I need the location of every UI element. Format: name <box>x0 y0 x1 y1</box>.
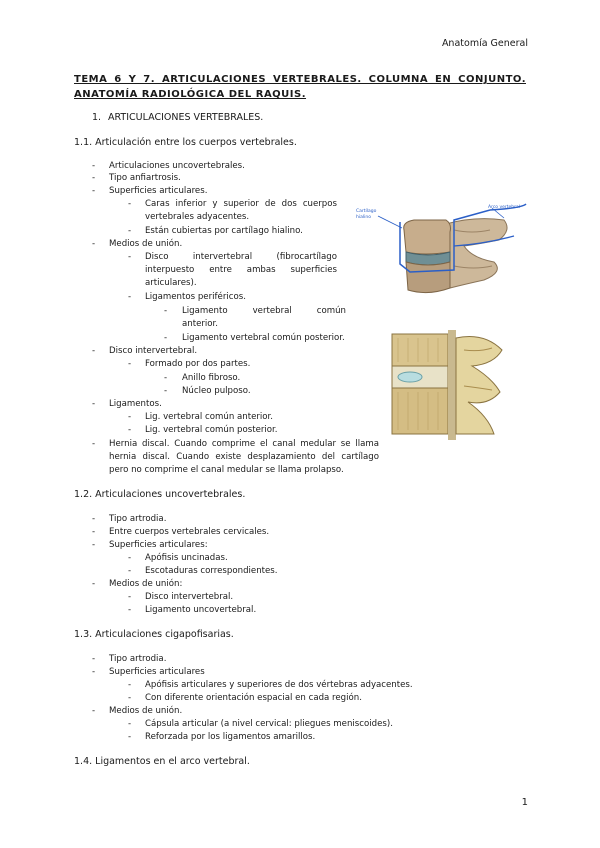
bullet-dash: - <box>92 579 96 589</box>
list-item: Tipo anfiartrosis. <box>109 173 181 183</box>
subsection-heading-1-3: 1.3. Articulaciones cigapofisarias. <box>74 629 234 640</box>
list-item-continued: interpuesto entre ambas superficies <box>145 265 337 275</box>
bullet-dash: - <box>128 693 132 703</box>
page-title <box>74 72 526 102</box>
list-item: Ligamentos periféricos. <box>145 292 246 302</box>
bullet-dash: - <box>128 680 132 690</box>
list-item: Caras inferior y superior de dos cuerpos <box>145 199 337 209</box>
list-item: Hernia discal. Cuando comprime el canal medular se llama <box>109 439 379 449</box>
list-item: Están cubiertas por cartílago hialino. <box>145 226 303 236</box>
bullet-dash: - <box>128 553 132 563</box>
bullet-dash: - <box>92 514 96 524</box>
list-item: Ligamento vertebral común <box>182 306 346 316</box>
list-item: Medios de unión. <box>109 239 183 249</box>
list-item: Formado por dos partes. <box>145 359 251 369</box>
bullet-dash: - <box>92 239 96 249</box>
bullet-dash: - <box>128 199 132 209</box>
bullet-dash: - <box>92 346 96 356</box>
subsection-heading-1-2: 1.2. Articulaciones uncovertebrales. <box>74 489 246 500</box>
running-header: Anatomía General <box>441 38 528 49</box>
list-item: Disco intervertebral. <box>109 346 198 356</box>
list-item-continued: hernia discal. Cuando existe desplazamiento del cartílago <box>109 452 379 462</box>
bullet-dash: - <box>92 439 96 449</box>
list-item: Ligamento uncovertebral. <box>145 605 257 615</box>
page-number: 1 <box>521 797 528 808</box>
list-item: Anillo fibroso. <box>182 373 241 383</box>
intervertebral-disc-figure <box>384 330 510 440</box>
bullet-dash: - <box>128 359 132 369</box>
list-item: Superficies articulares <box>109 667 205 677</box>
bullet-dash: - <box>128 412 132 422</box>
list-item-continued: articulares). <box>145 278 197 288</box>
list-item: Apófisis uncinadas. <box>145 553 228 563</box>
list-item: Tipo artrodia. <box>109 654 167 664</box>
figure-label-hyaline: hialino <box>356 215 371 220</box>
list-item-continued: vertebrales adyacentes. <box>145 212 250 222</box>
section-heading: ARTICULACIONES VERTEBRALES. <box>108 112 264 123</box>
bullet-dash: - <box>128 226 132 236</box>
list-item: Disco intervertebral (fibrocartílago <box>145 252 337 262</box>
bullet-dash: - <box>128 425 132 435</box>
bullet-dash: - <box>128 252 132 262</box>
list-item: Ligamentos. <box>109 399 162 409</box>
bullet-dash: - <box>164 333 168 343</box>
bullet-dash: - <box>128 566 132 576</box>
list-item: Lig. vertebral común posterior. <box>145 425 278 435</box>
bullet-dash: - <box>164 386 168 396</box>
list-item: Escotaduras correspondientes. <box>145 566 278 576</box>
bullet-dash: - <box>92 654 96 664</box>
bullet-dash: - <box>128 292 132 302</box>
subsection-heading-1-1: 1.1. Articulación entre los cuerpos vertebrales. <box>74 137 297 148</box>
bullet-dash: - <box>92 540 96 550</box>
list-item: Articulaciones uncovertebrales. <box>109 161 245 171</box>
bullet-dash: - <box>164 373 168 383</box>
figure-label-cartilage: Cartílago <box>356 209 377 214</box>
section-number: 1. <box>92 112 102 123</box>
list-item: Reforzada por los ligamentos amarillos. <box>145 732 316 742</box>
list-item: Disco intervertebral. <box>145 592 234 602</box>
list-item: Apófisis articulares y superiores de dos vértebras adyacentes. <box>145 680 413 690</box>
list-item: Superficies articulares. <box>109 186 208 196</box>
list-item: Con diferente orientación espacial en cada región. <box>145 693 362 703</box>
bullet-dash: - <box>92 161 96 171</box>
list-item: Medios de unión: <box>109 579 183 589</box>
bullet-dash: - <box>92 186 96 196</box>
bullet-dash: - <box>92 173 96 183</box>
bullet-dash: - <box>164 306 168 316</box>
list-item-continued: anterior. <box>182 319 219 329</box>
bullet-dash: - <box>128 605 132 615</box>
bullet-dash: - <box>128 592 132 602</box>
list-item: Núcleo pulposo. <box>182 386 251 396</box>
bullet-dash: - <box>92 527 96 537</box>
list-item: Tipo artrodia. <box>109 514 167 524</box>
list-item: Lig. vertebral común anterior. <box>145 412 274 422</box>
list-item: Entre cuerpos vertebrales cervicales. <box>109 527 270 537</box>
figure-label-arch: Arco vertebral <box>488 205 521 210</box>
subsection-heading-1-4: 1.4. Ligamentos en el arco vertebral. <box>74 756 250 767</box>
list-item: Ligamento vertebral común posterior. <box>182 333 345 343</box>
bullet-dash: - <box>128 732 132 742</box>
bullet-dash: - <box>128 719 132 729</box>
list-item: Medios de unión. <box>109 706 183 716</box>
title-line-2: ANATOMÍA RADIOLÓGICA DEL RAQUIS. <box>74 89 307 100</box>
bullet-dash: - <box>92 706 96 716</box>
list-item: Superficies articulares: <box>109 540 208 550</box>
title-line-1: TEMA 6 Y 7. ARTICULACIONES VERTEBRALES. COLUMNA EN CONJUNTO. <box>74 74 526 85</box>
list-item-continued: pero no comprime el canal medular se llama prolapso. <box>109 465 344 475</box>
bullet-dash: - <box>92 667 96 677</box>
bullet-dash: - <box>92 399 96 409</box>
vertebra-joint-figure <box>354 200 530 302</box>
list-item: Cápsula articular (a nivel cervical: pliegues meniscoides). <box>145 719 393 729</box>
